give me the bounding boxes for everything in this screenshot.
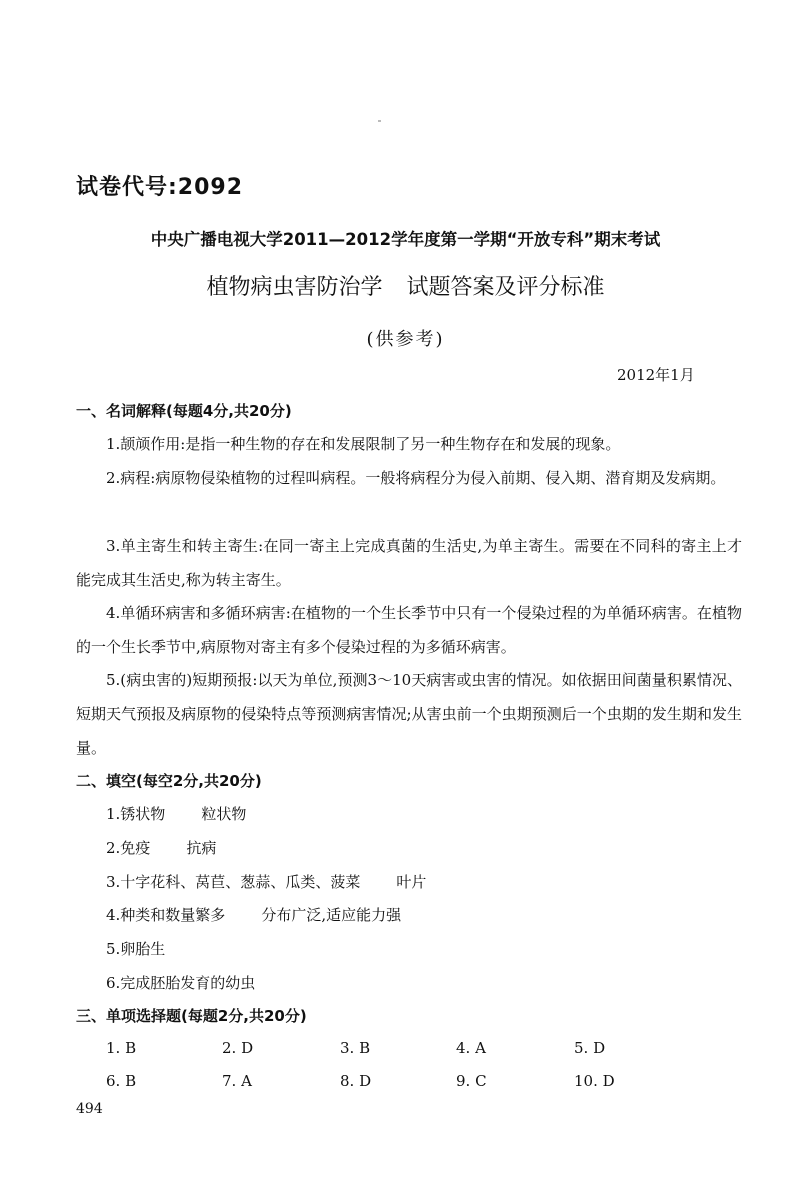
reference-note: (供参考) — [366, 329, 445, 350]
answer-part: 叶片 — [396, 873, 427, 891]
answer-part: 2.免疫 — [106, 839, 151, 857]
answer-part: 粒状物 — [201, 805, 247, 823]
fill-in-answer — [106, 938, 165, 959]
answer-part: 5.卵胎生 — [106, 940, 166, 958]
paper-code: 试卷代号:2092 — [76, 175, 244, 200]
definition-item: 2.病程:病原物侵染植物的过程叫病程。一般将病程分为侵入前期、侵入期、潜育期及发病期。 — [106, 469, 726, 487]
definition-item: 3.单主寄生和转主寄生:在同一寄主上完成真菌的生活史,为单主寄生。需要在不同科的寄主上才能完成其生活史,称为转主寄生。 — [76, 537, 742, 589]
fill-in-answer — [106, 837, 216, 858]
choice-answer: 2. D — [222, 1039, 254, 1057]
section-title-multiple-choice: 三、单项选择题(每题2分,共20分) — [76, 1007, 307, 1025]
answer-part: 6.完成胚胎发育的幼虫 — [106, 974, 256, 992]
choice-answer: 6. B — [106, 1072, 137, 1090]
definition-item: 4.单循环病害和多循环病害:在植物的一个生长季节中只有一个侵染过程的为单循环病害。在植物的一个生长季节中,病原物对寄主有多个侵染过程的为多循环病害。 — [76, 604, 742, 656]
document-type: 试题答案及评分标准 — [406, 275, 605, 300]
fill-in-answer — [106, 871, 426, 892]
choice-answer: 3. B — [340, 1039, 371, 1057]
exam-date: 2012年1月 — [617, 366, 695, 384]
section-title-definitions: 一、名词解释(每题4分,共20分) — [76, 402, 292, 420]
choice-answer: 8. D — [340, 1072, 372, 1090]
choice-answer: 9. C — [456, 1072, 487, 1090]
fill-in-answer — [106, 803, 246, 824]
choice-answer: 7. A — [222, 1072, 252, 1090]
definition-item: 1.颉颃作用:是指一种生物的存在和发展限制了另一种生物存在和发展的现象。 — [106, 435, 621, 453]
definition-item: 5.(病虫害的)短期预报:以天为单位,预测3～10天病害或虫害的情况。如依据田间菌量积累情况、短期天气预报及病原物的侵染特点等预测病害情况;从害虫前一个虫期预测后一个虫期的发生期和发生量。 — [76, 671, 742, 757]
choice-answer: 4. A — [456, 1039, 486, 1057]
answer-part: 4.种类和数量繁多 — [106, 906, 226, 924]
scan-speck — [378, 120, 381, 122]
subject-name: 植物病虫害防治学 — [206, 275, 383, 300]
answer-part: 抗病 — [186, 839, 217, 857]
answer-part: 3.十字花科、莴苣、葱蒜、瓜类、菠菜 — [106, 873, 361, 891]
fill-in-answer — [106, 904, 401, 925]
fill-in-answer — [106, 972, 255, 993]
answer-part: 1.锈状物 — [106, 805, 166, 823]
choice-answer: 10. D — [574, 1072, 615, 1090]
document-title — [0, 270, 811, 301]
choice-answer: 5. D — [574, 1039, 606, 1057]
choice-answer: 1. B — [106, 1039, 137, 1057]
section-title-fill-in: 二、填空(每空2分,共20分) — [76, 772, 262, 790]
page-number: 494 — [76, 1101, 103, 1117]
answer-part: 分布广泛,适应能力强 — [261, 906, 402, 924]
exam-title: 中央广播电视大学2011—2012学年度第一学期“开放专科”期末考试 — [150, 230, 661, 249]
